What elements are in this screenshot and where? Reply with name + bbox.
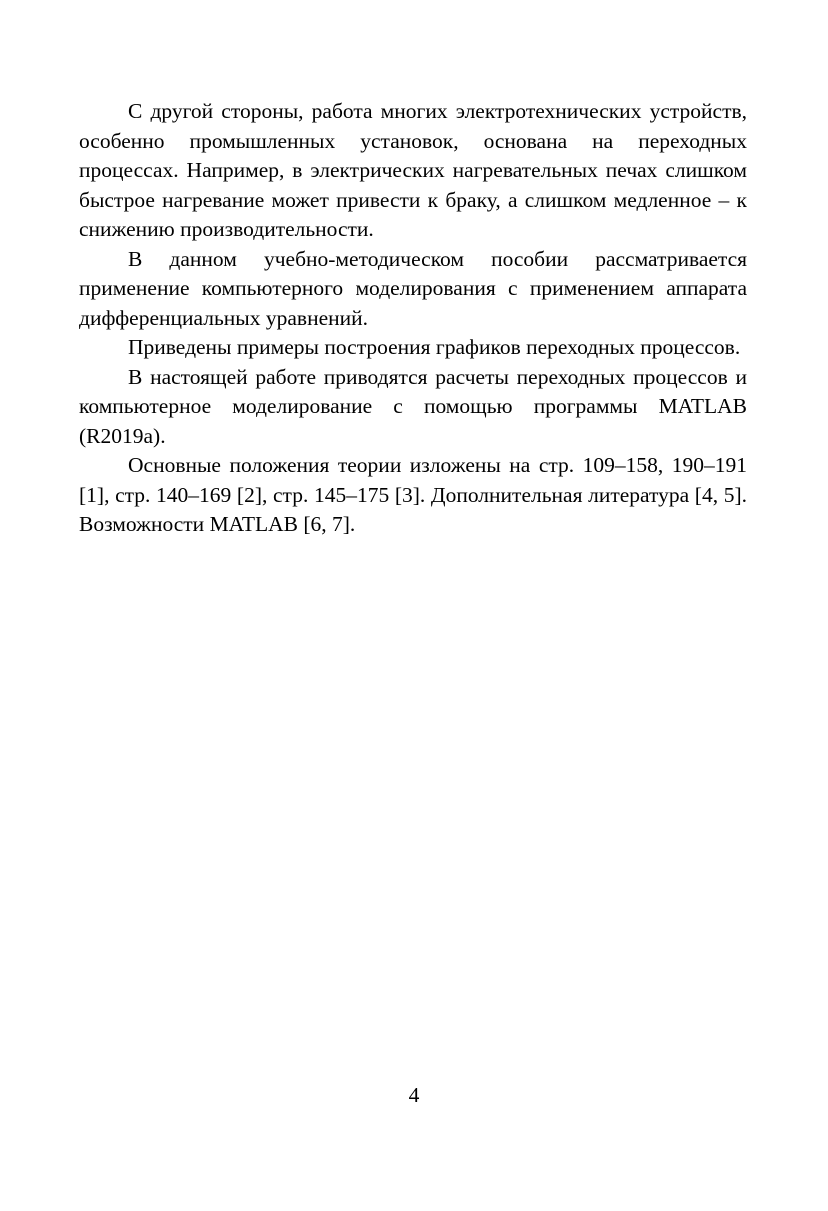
page-number: 4: [408, 1083, 420, 1107]
body-text: [79, 97, 747, 540]
paragraph-transient-processes-intro: С другой стороны, работа многих электротехнических устройств, особенно промышленных установок, основана на переходных процессах. Например, в электрических нагревательных печах слишком быстрое нагревание может привести к браку, а слишком медленное – к снижению производительности.: [79, 99, 747, 241]
paragraph-manual-scope: В данном учебно-методическом пособии рассматривается применение компьютерного моделирования с применением аппарата дифференциальных уравнений.: [79, 246, 747, 330]
paragraph-graph-examples: Приведены примеры построения графиков переходных процессов.: [128, 335, 741, 359]
paragraph-references: Основные положения теории изложены на стр. 109–158, 190–191 [1], стр. 140–169 [2], стр. 145–175 [3]. Дополнительная литература [4, 5]. Возможности MATLAB [6, 7].: [79, 453, 747, 536]
paragraph-matlab-modeling: В настоящей работе приводятся расчеты переходных процессов и компьютерное моделирование с помощью программы MATLAB (R2019a).: [79, 364, 747, 448]
